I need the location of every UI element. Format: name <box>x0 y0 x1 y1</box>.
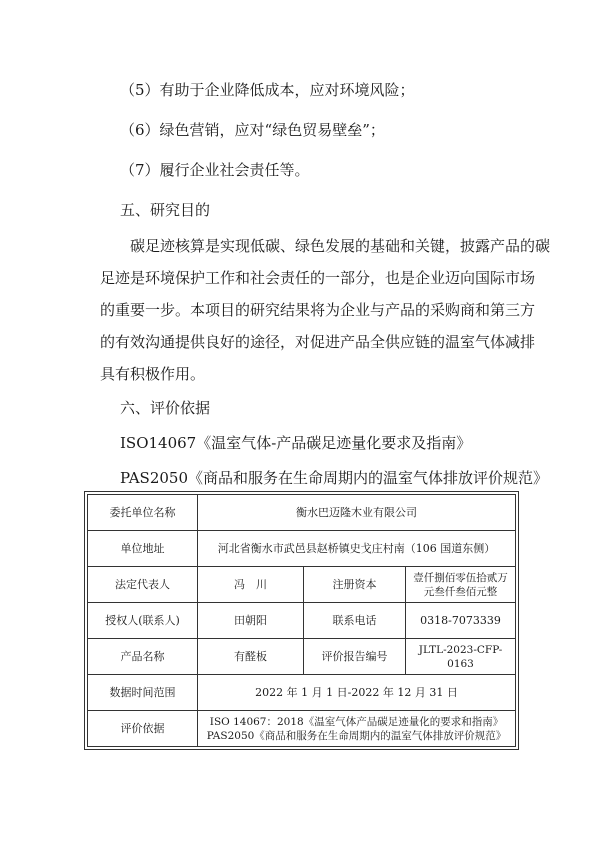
contact-value: 田朝阳 <box>198 603 304 639</box>
contact-label: 授权人(联系人) <box>88 603 198 639</box>
period-value: 2022 年 1 月 1 日-2022 年 12 月 31 日 <box>198 675 516 711</box>
capital-label: 注册资本 <box>304 567 406 603</box>
table-row <box>88 603 516 639</box>
legal-rep-label: 法定代表人 <box>88 567 198 603</box>
section6-title: 六、评价依据 <box>120 399 211 417</box>
phone-label: 联系电话 <box>304 603 406 639</box>
address-value: 河北省衡水市武邑县赵桥镇史戈庄村南（106 国道东侧） <box>198 531 516 567</box>
paragraph-line: 的有效沟通提供良好的途径，对促进产品全供应链的温室气体减排 <box>100 333 536 351</box>
list-item-7: （7）履行企业社会责任等。 <box>120 161 310 179</box>
capital-value: 壹仟捌佰零伍拾贰万元叁仟叁佰元整 <box>406 567 516 603</box>
section5-title: 五、研究目的 <box>120 201 211 219</box>
legal-rep-value: 冯 川 <box>198 567 304 603</box>
period-label: 数据时间范围 <box>88 675 198 711</box>
basis-pas2050: PAS2050《商品和服务在生命周期内的温室气体排放评价规范》 <box>120 469 549 487</box>
paragraph-line: 足迹是环境保护工作和社会责任的一部分，也是企业迈向国际市场 <box>100 269 536 287</box>
client-value: 衡水巴迈隆木业有限公司 <box>198 495 516 531</box>
product-label: 产品名称 <box>88 639 198 675</box>
list-item-5: （5）有助于企业降低成本，应对环境风险； <box>120 81 415 99</box>
basis-value <box>198 711 516 747</box>
report-no-label: 评价报告编号 <box>304 639 406 675</box>
product-value: 有醛板 <box>198 639 304 675</box>
basis-value-iso: ISO 14067：2018《温室气体产品碳足迹量化的要求和指南》 <box>209 715 504 728</box>
basis-label: 评价依据 <box>88 711 198 747</box>
address-label: 单位地址 <box>88 531 198 567</box>
paragraph-line: 的重要一步。本项目的研究结果将为企业与产品的采购商和第三方 <box>100 301 536 319</box>
table-row <box>88 531 516 567</box>
client-label: 委托单位名称 <box>88 495 198 531</box>
basis-value-pas: PAS2050《商品和服务在生命周期内的温室气体排放评价规范》 <box>206 729 507 742</box>
table-row <box>88 675 516 711</box>
list-item-6: （6）绿色营销，应对“绿色贸易壁垒”； <box>120 121 385 139</box>
report-no-value: JLTL-2023-CFP-0163 <box>406 639 516 675</box>
paragraph-line: 具有积极作用。 <box>100 365 206 383</box>
info-table <box>87 494 516 747</box>
table-row <box>88 711 516 747</box>
table-row <box>88 567 516 603</box>
section5-paragraph <box>100 230 551 390</box>
table-row <box>88 639 516 675</box>
table-row <box>88 495 516 531</box>
phone-value: 0318-7073339 <box>406 603 516 639</box>
basis-iso14067: ISO14067《温室气体-产品碳足迹量化要求及指南》 <box>120 434 472 452</box>
paragraph-line: 碳足迹核算是实现低碳、绿色发展的基础和关键，披露产品的碳 <box>130 237 551 255</box>
